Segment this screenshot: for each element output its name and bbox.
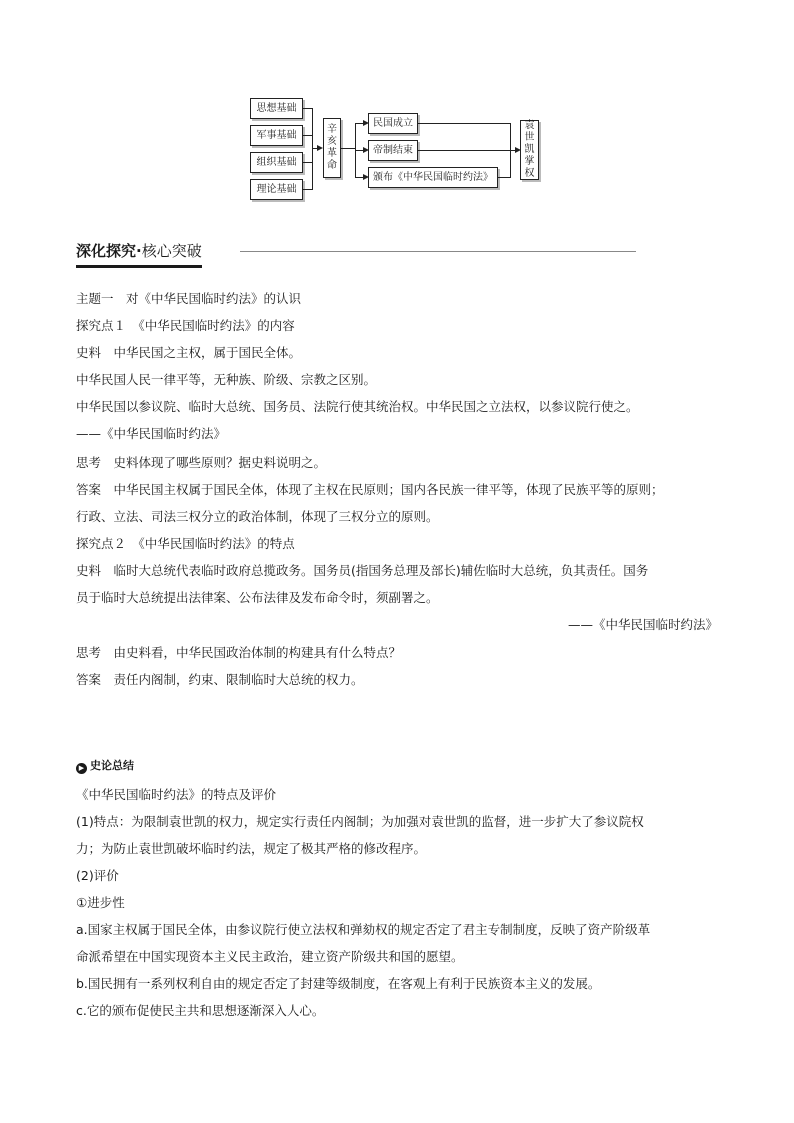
section-title-separator: ·	[136, 242, 142, 260]
summary-title	[76, 758, 134, 774]
foundation-box-organization: 组织基础	[250, 152, 303, 173]
section-title	[76, 240, 202, 268]
result-char: 权	[524, 168, 535, 179]
connector	[303, 108, 312, 109]
result-char: 凯	[524, 144, 535, 155]
summary-line: 力；为防止袁世凯破坏临时约法，规定了极其严格的修改程序。	[76, 841, 427, 856]
connector	[418, 150, 510, 151]
answer-text: 答案 中华民国主权属于国民全体，体现了主权在民原则；国内各民族一律平等，体现了民族平等的原则；	[76, 482, 664, 497]
summary-line: (1)特点：为限制袁世凯的权力，规定实行责任内阁制；为加强对袁世凯的监督，进一步扩大了参议院权	[76, 814, 644, 829]
result-box	[520, 120, 539, 180]
section-title-sub: 核心突破	[141, 242, 202, 260]
result-char: 掌	[524, 156, 535, 167]
outcome-box-republic: 民国成立	[368, 113, 418, 134]
connector	[303, 189, 312, 190]
foundation-box-theory: 理论基础	[250, 179, 303, 200]
connector	[312, 108, 313, 190]
foundation-box-thought: 思想基础	[250, 98, 303, 119]
section-divider	[240, 251, 636, 252]
play-icon: ▶	[76, 763, 87, 774]
connector	[418, 123, 510, 124]
source-text: 史料 临时大总统代表临时政府总揽政务。国务员(指国务总理及部长)辅佐临时大总统，负其责任。国务	[76, 563, 649, 578]
section-header	[76, 240, 636, 270]
summary-line: b.国民拥有一系列权利自由的规定否定了封建等级制度，在客观上有利于民族资本主义的发展。	[76, 976, 601, 991]
connector	[303, 162, 312, 163]
revolution-char: 亥	[327, 136, 337, 147]
summary-line: 《中华民国临时约法》的特点及评价	[76, 787, 277, 802]
source-citation: ——《中华民国临时约法》	[567, 617, 718, 632]
summary-line: ①进步性	[76, 895, 125, 910]
revolution-char: 革	[327, 148, 337, 159]
source-text: 中华民国人民一律平等，无种族、阶级、宗教之区别。	[76, 372, 377, 387]
summary-line: 命派希望在中国实现资本主义民主政治，建立资产阶级共和国的愿望。	[76, 949, 464, 964]
source-text: 中华民国以参议院、临时大总统、国务员、法院行使其统治权。中华民国之立法权，以参议院行使之。	[76, 399, 639, 414]
result-char: 世	[524, 132, 535, 143]
outcome-box-constitution: 颁布《中华民国临时约法》	[368, 167, 498, 188]
inquiry-point-heading: 探究点１ 《中华民国临时约法》的内容	[76, 318, 295, 333]
question-text: 思考 史料体现了哪些原则？据史料说明之。	[76, 455, 327, 470]
source-text: 史料 中华民国之主权，属于国民全体。	[76, 345, 302, 360]
section-title-bold: 深化探究	[76, 242, 137, 260]
answer-text: 行政、立法、司法三权分立的政治体制，体现了三权分立的原则。	[76, 509, 439, 524]
summary-title-text: 史论总结	[90, 759, 134, 772]
topic-heading: 主题一 对《中华民国临时约法》的认识	[76, 291, 302, 306]
connector	[341, 148, 355, 149]
connector	[303, 135, 312, 136]
summary-line: (2)评价	[76, 868, 119, 883]
summary-line: c.它的颁布促使民主共和思想逐渐深入人心。	[76, 1003, 325, 1018]
source-text: 员于临时大总统提出法律案、公布法律及发布命令时，须副署之。	[76, 590, 439, 605]
result-char: 袁	[524, 120, 535, 131]
revolution-char: 辛	[327, 124, 337, 135]
flow-diagram	[0, 0, 794, 215]
connector	[498, 177, 510, 178]
revolution-char: 命	[327, 160, 337, 171]
foundation-box-military: 军事基础	[250, 125, 303, 146]
answer-text: 答案 责任内阁制，约束、限制临时大总统的权力。	[76, 672, 364, 687]
revolution-box	[323, 118, 341, 178]
summary-line: a.国家主权属于国民全体，由参议院行使立法权和弹劾权的规定否定了君主专制制度，反映了资产阶级革	[76, 922, 651, 937]
source-citation: ——《中华民国临时约法》	[76, 426, 227, 441]
question-text: 思考 由史料看，中华民国政治体制的构建具有什么特点？	[76, 645, 402, 660]
outcome-box-monarchy-end: 帝制结束	[368, 140, 418, 161]
inquiry-point-heading: 探究点２ 《中华民国临时约法》的特点	[76, 536, 295, 551]
